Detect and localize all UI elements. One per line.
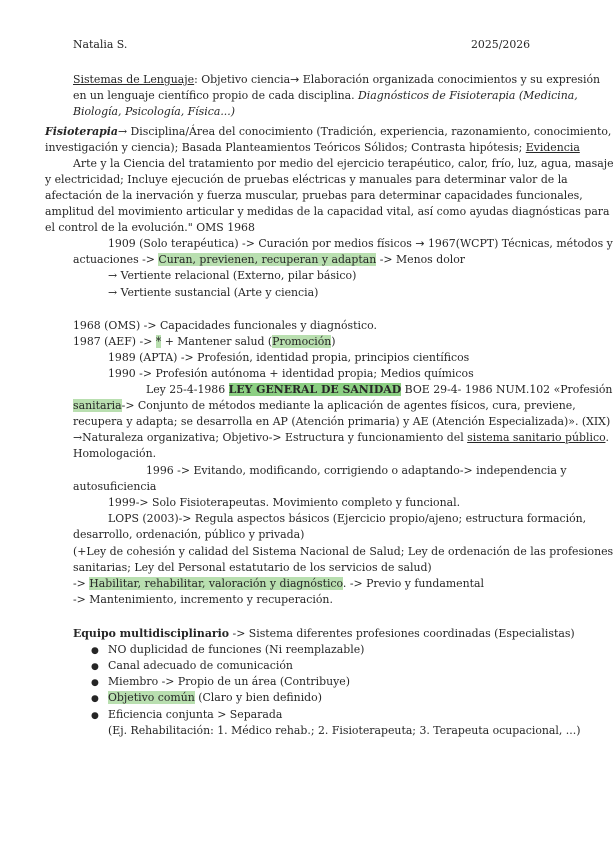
- lops-line: LOPS (2003)-> Regula aspectos básicos (Ejercicio propio/ajeno; estructura formación,: [108, 512, 587, 525]
- y1968-line: 1968 (OMS) -> Capacidades funcionales y diagnóstico.: [73, 319, 377, 332]
- fisio-line-1: Fisioterapia→ Disciplina/Área del conocimiento (Tradición, experiencia, razonamiento, conocimiento,: [45, 125, 612, 138]
- ley-line-5: Homologación.: [73, 447, 157, 460]
- fisio-line-7: el control de la evolución." OMS 1968: [45, 221, 255, 234]
- mantenimiento-line: -> Mantenimiento, incremento y recuperación.: [73, 593, 333, 606]
- author-name: Natalia S.: [73, 38, 128, 51]
- highlight: sanitaria: [73, 399, 122, 412]
- y1996-line-2: autosuficiencia: [73, 480, 157, 493]
- y1996-line: 1996 -> Evitando, modificando, corrigiendo o adaptando-> independencia y: [146, 464, 567, 477]
- sistemas-line-1: Sistemas de Lenguaje: Objetivo ciencia→ Elaboración organizada conocimientos y su expresión: [73, 73, 601, 86]
- arrow-icon: →: [290, 73, 300, 86]
- equipo-term: Equipo multidisciplinario: [73, 627, 230, 640]
- fisio-line-4: y electricidad; Incluye ejecución de pruebas eléctricas y manuales para determinar valor de la: [45, 173, 568, 186]
- lops-line-2: desarrollo, ordenación, público y privada): [73, 528, 305, 541]
- ley-line-3: recupera y adapta; se desarrolla en AP (Atención primaria) y AE (Atención Especializada)». (XIX): [73, 415, 611, 428]
- bullet-icon: ●: [91, 678, 99, 688]
- highlight: Curan, previenen, recuperan y adaptan: [158, 253, 377, 266]
- fisio-line-3: Arte y la Ciencia del tratamiento por medio del ejercicio terapéutico, calor, frío, luz, agua, masaje: [73, 157, 614, 170]
- list-item: Canal adecuado de comunicación: [108, 659, 293, 672]
- list-item: Objetivo común (Claro y bien definido): [108, 691, 322, 704]
- y1909-line-2: actuaciones -> Curan, previenen, recuperan y adaptan -> Menos dolor: [73, 253, 466, 266]
- highlight: LEY GENERAL DE SANIDAD: [228, 383, 402, 396]
- fisio-line-2: investigación y ciencia); Basada Planteamientos Teóricos Sólidos; Contrasta hipótesis; Evidencia: [45, 141, 580, 154]
- sistemas-term: Sistemas de Lenguaje: [73, 73, 195, 86]
- ley-line-2: sanitaria-> Conjunto de métodos mediante la aplicación de agentes físicos, cura, previene,: [73, 399, 576, 412]
- list-item: NO duplicidad de funciones (Ni reemplazable): [108, 643, 365, 656]
- bullet-icon: ●: [91, 662, 99, 672]
- fisio-line-6: amplitud del movimiento articular y medidas de la capacidad vital, así como ayudas diagnósticas para: [45, 205, 610, 218]
- y1987-line: 1987 (AEF) -> * + Mantener salud (Promoción): [73, 335, 336, 348]
- sistemas-line-3: Biología, Psicología, Física...): [73, 105, 235, 118]
- sistemas-line-2: en un lenguaje científico propio de cada disciplina. Diagnósticos de Fisioterapia (Medicina,: [73, 89, 578, 102]
- list-item: Eficiencia conjunta > Separada: [108, 708, 283, 721]
- highlight: Habilitar, rehabilitar, valoración y diagnóstico: [89, 577, 343, 590]
- example-line: (Ej. Rehabilitación: 1. Médico rehab.; 2. Fisioterapeuta; 3. Terapeuta ocupacional, ...): [108, 724, 581, 737]
- vertiente-relacional: → Vertiente relacional (Externo, pilar básico): [108, 269, 357, 282]
- ley-cohesion-line: (+Ley de cohesión y calidad del Sistema Nacional de Salud; Ley de ordenación de las profesiones: [73, 545, 614, 558]
- vertiente-sustancial: → Vertiente sustancial (Arte y ciencia): [108, 286, 319, 299]
- ley-cohesion-line-2: sanitarias; Ley del Personal estatutario de los servicios de salud): [73, 561, 432, 574]
- academic-year: 2025/2026: [471, 38, 531, 51]
- y1999-line: 1999-> Solo Fisioterapeutas. Movimiento completo y funcional.: [108, 496, 461, 509]
- bullet-icon: ●: [91, 711, 99, 721]
- bullet-icon: ●: [91, 694, 99, 704]
- fisio-line-5: afectación de la inervación y fuerza muscular, pruebas para determinar capacidades funcionales,: [45, 189, 583, 202]
- fisio-term: Fisioterapia: [45, 125, 118, 138]
- highlight: Objetivo común: [108, 691, 195, 704]
- ley-line-4: →Naturaleza organizativa; Objetivo-> Estructura y funcionamiento del sistema sanitario público.: [73, 431, 609, 444]
- y1909-line-1: 1909 (Solo terapéutica) -> Curación por medios físicos → 1967(WCPT) Técnicas, métodos y: [108, 237, 613, 250]
- list-item: Miembro -> Propio de un área (Contribuye): [108, 675, 350, 688]
- y1990-line: 1990 -> Profesión autónoma + identidad propia; Medios químicos: [108, 367, 474, 380]
- y1989-line: 1989 (APTA) -> Profesión, identidad propia, principios científicos: [108, 351, 470, 364]
- equipo-heading: Equipo multidisciplinario -> Sistema diferentes profesiones coordinadas (Especialistas): [73, 627, 575, 640]
- bullet-icon: ●: [91, 646, 99, 656]
- arrow-icon: →: [415, 237, 425, 250]
- highlight: Promoción: [272, 335, 332, 348]
- habilitar-line: -> Habilitar, rehabilitar, valoración y diagnóstico. -> Previo y fundamental: [73, 577, 484, 590]
- ley-line: Ley 25-4-1986 LEY GENERAL DE SANIDAD BOE 29-4- 1986 NUM.102 «Profesión: [146, 383, 613, 396]
